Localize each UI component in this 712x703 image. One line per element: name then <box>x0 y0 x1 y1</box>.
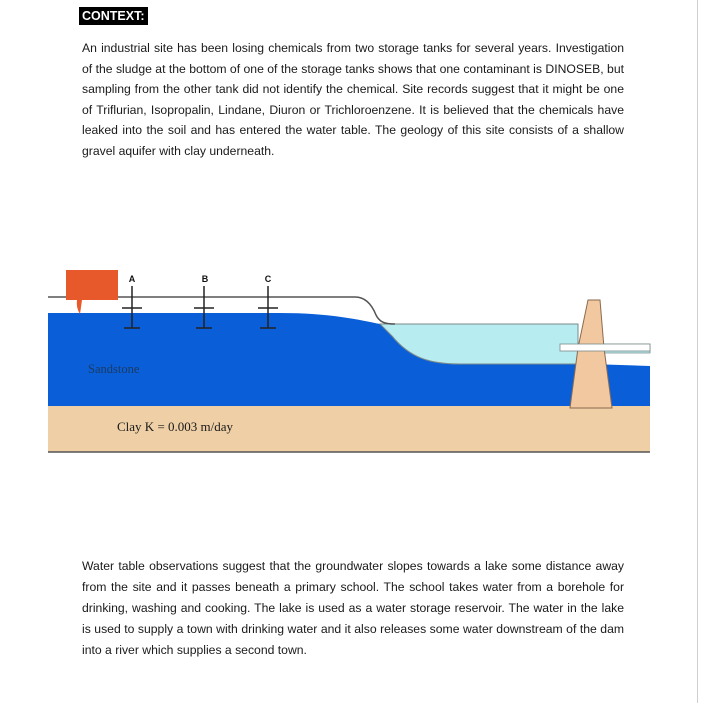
site-cross-section-diagram <box>0 260 712 460</box>
clay-label: Clay K = 0.003 m/day <box>117 419 234 434</box>
sandstone-label: Sandstone <box>88 362 140 376</box>
context-heading: CONTEXT: <box>79 7 148 25</box>
well-A-label: A <box>128 274 136 284</box>
context-paragraph-2: Water table observations suggest that the groundwater slopes towards a lake some distance away from the site and it passes beneath a primary school. The school takes water from a borehole for drinking, washing and cooking. The lake is used as a water storage reservoir. The water in the lake is used to supply a town with drinking water and it also releases some water downstream of the dam into a river which supplies a second town. <box>82 559 624 657</box>
well-C-label: C <box>264 274 272 284</box>
context-paragraph-1: An industrial site has been losing chemicals from two storage tanks for several years. Investigation of the sludge at the bottom of one of the storage tanks shows that one contaminant is DINOSEB, but sampling from the other tank did not identify the chemical. Site records suggest that it might be one of Triflurian, Isopropalin, Lindane, Diuron or Trichloroenzene. It is believed that the chemicals have leaked into the soil and has entered the water table. The geology of this site consists of a shallow gravel aquifer with clay underneath. <box>82 41 624 158</box>
dam-outlet-pipe <box>560 344 650 351</box>
storage-tank <box>66 270 118 300</box>
tank-leak <box>77 300 82 314</box>
well-B-label: B <box>201 274 209 284</box>
